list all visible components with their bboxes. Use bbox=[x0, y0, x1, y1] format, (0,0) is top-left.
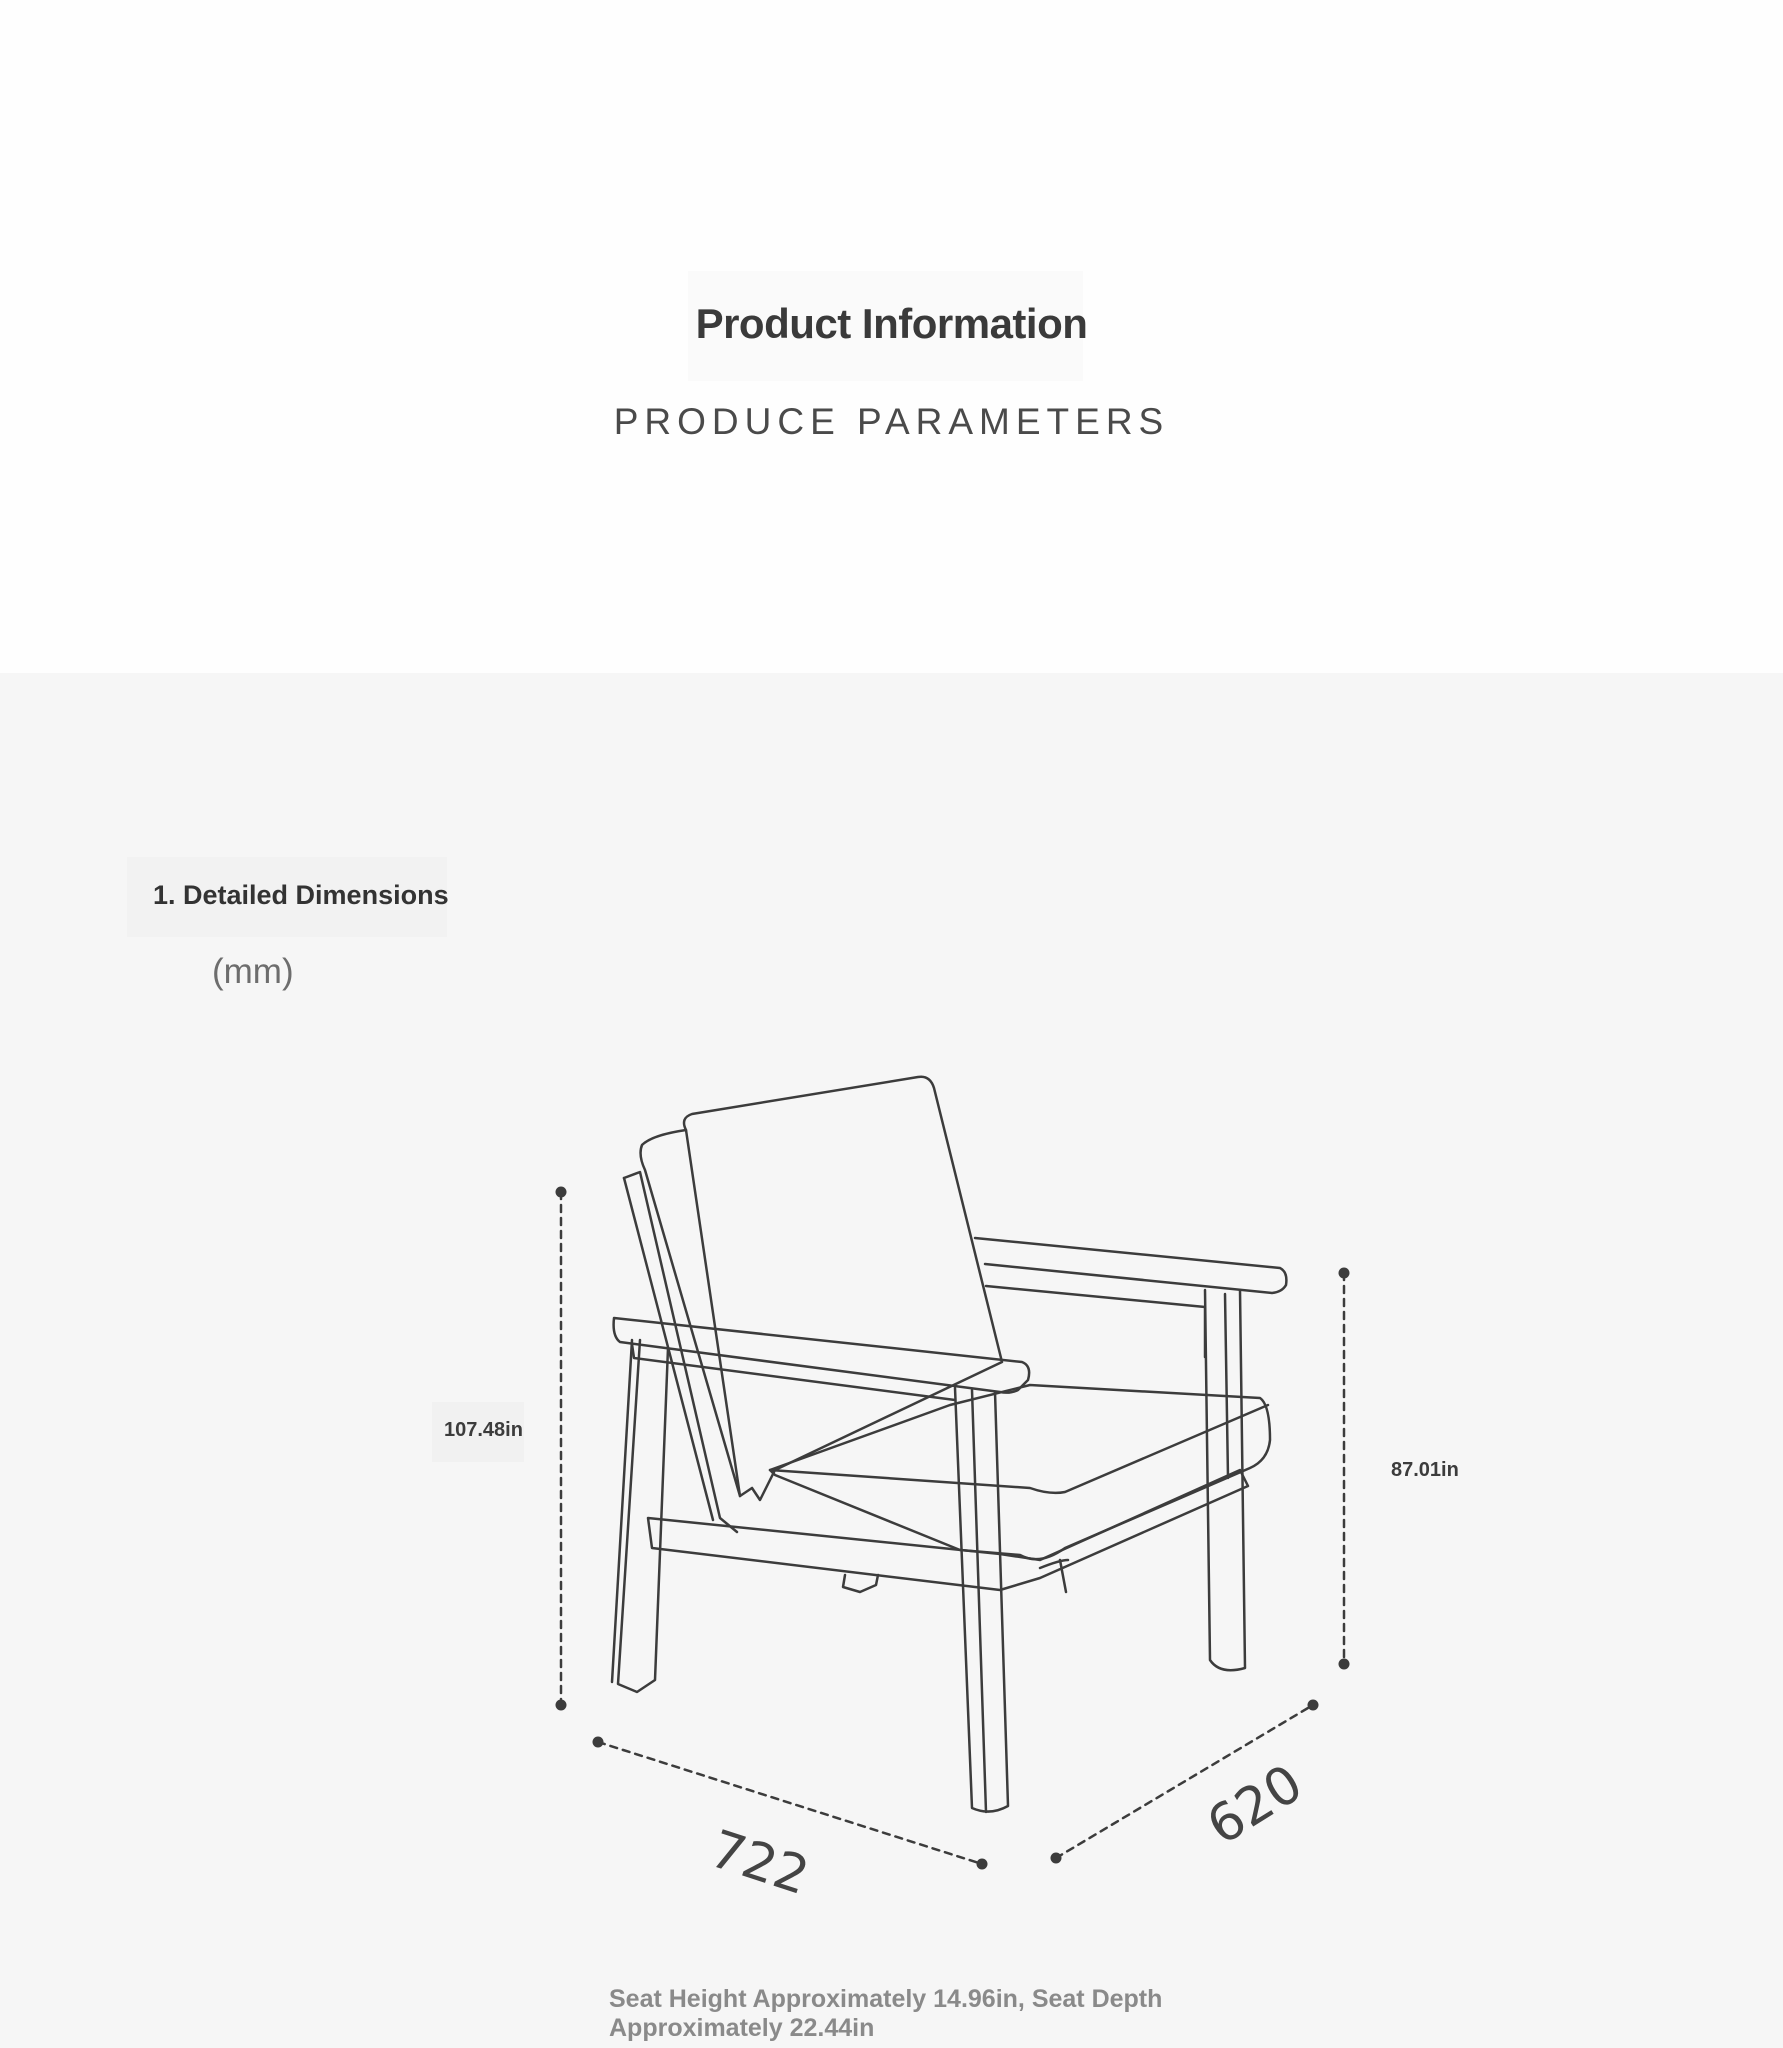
width-dimension-label: 722 bbox=[702, 1819, 816, 1908]
chair-front-left-leg bbox=[618, 1340, 668, 1692]
overall-height-label: 107.48in bbox=[444, 1419, 523, 1441]
depth-dimension-label: 620 bbox=[1197, 1753, 1314, 1858]
chair-seat-cushion bbox=[770, 1385, 1270, 1559]
chair-right-arm-support bbox=[986, 1286, 1205, 1357]
unit-label: (mm) bbox=[212, 952, 294, 991]
chair-bracket bbox=[843, 1575, 878, 1592]
chair-back-cushion bbox=[684, 1077, 1002, 1500]
page-subtitle: PRODUCE PARAMETERS bbox=[613, 401, 1170, 442]
arm-height-label: 87.01in bbox=[1391, 1459, 1459, 1481]
seat-dimensions-note: Seat Height Approximately 14.96in, Seat Depth Approximately 22.44in bbox=[609, 1985, 1163, 2042]
chair-back-cushion-side bbox=[641, 1130, 740, 1496]
chair-front-right-leg bbox=[955, 1388, 1008, 1812]
page-title: Product Information bbox=[695, 300, 1088, 347]
section-heading: 1. Detailed Dimensions bbox=[153, 880, 449, 910]
chair-back-frame bbox=[624, 1172, 737, 1532]
chair-right-armrest bbox=[975, 1238, 1286, 1293]
